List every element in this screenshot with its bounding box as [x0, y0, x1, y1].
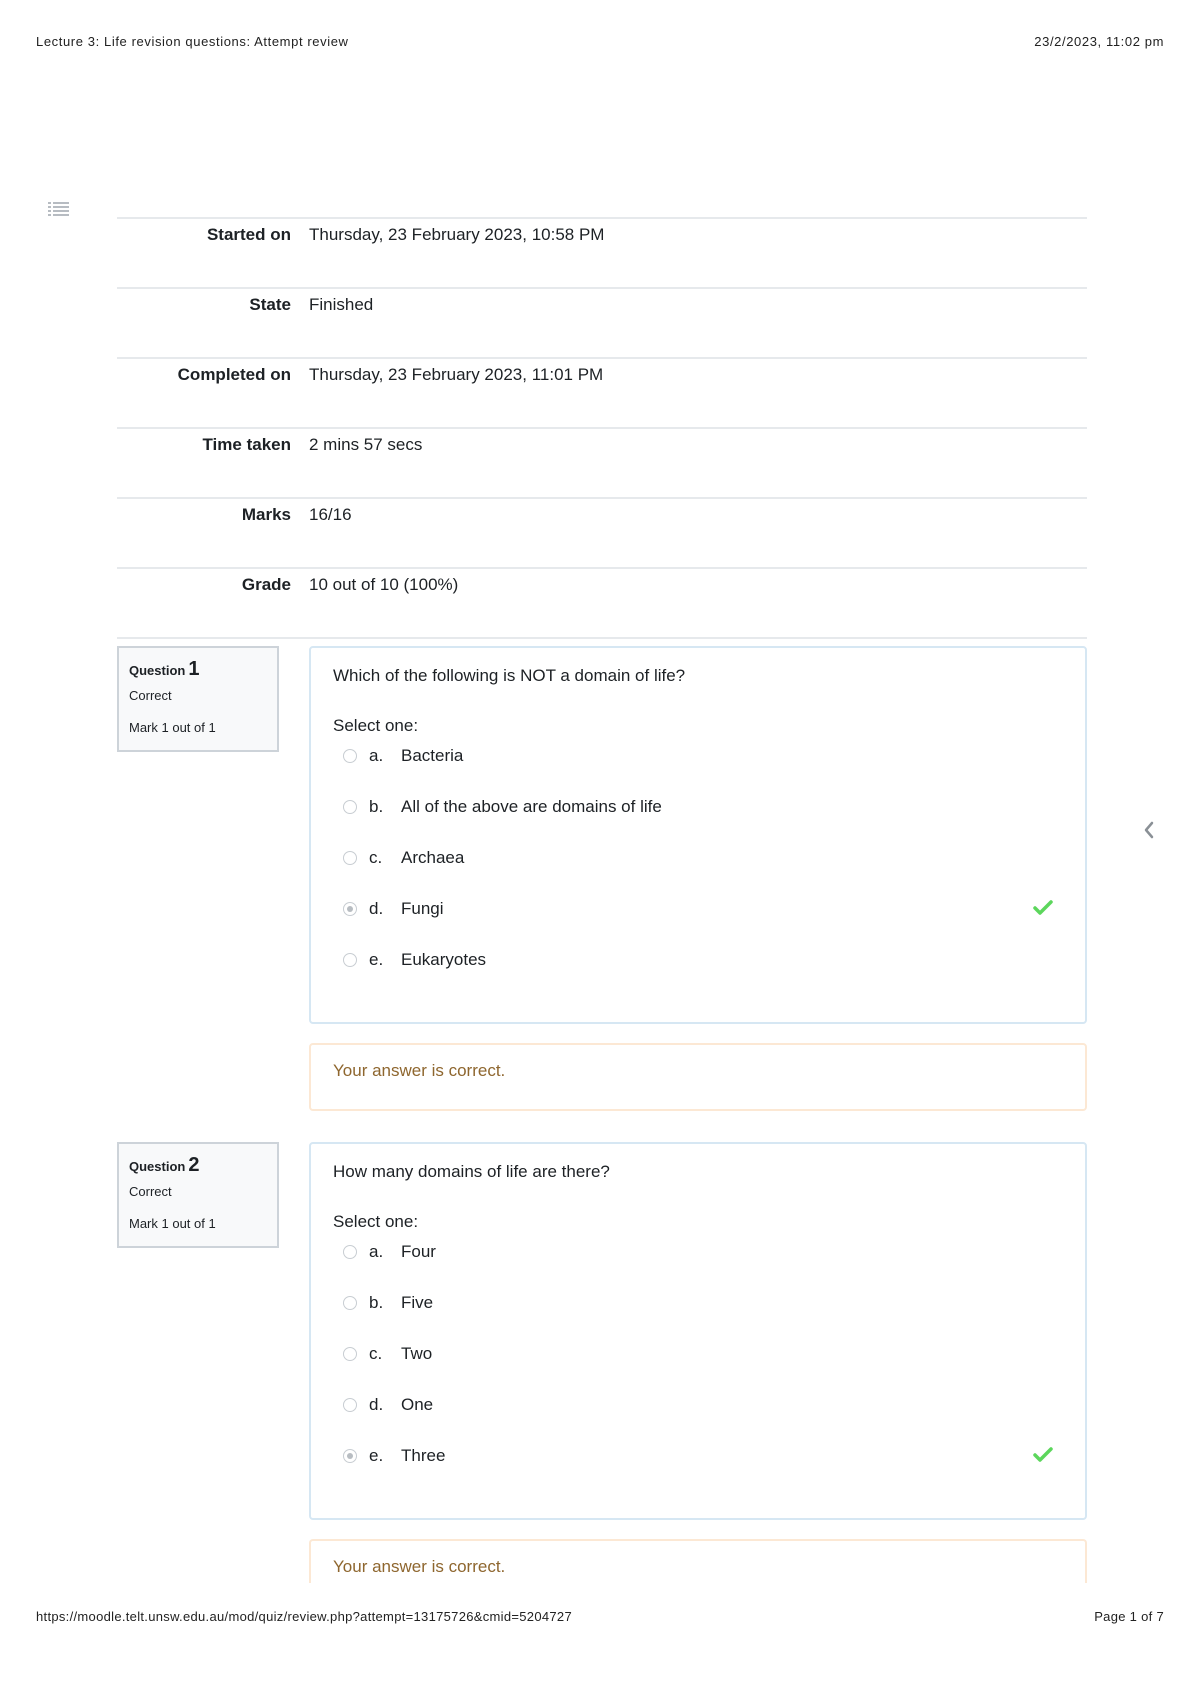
answer-option-c[interactable] [333, 1344, 1063, 1395]
summary-label: Grade [241, 575, 291, 594]
answer-letter: e. [369, 950, 384, 969]
answer-text: Five [401, 1293, 434, 1312]
summary-label: Time taken [202, 435, 291, 454]
list-icon[interactable] [48, 200, 70, 218]
print-footer-page: Page 1 of 7 [1094, 1609, 1164, 1624]
question-number [129, 1154, 267, 1177]
question-feedback: Your answer is correct. [309, 1043, 1087, 1111]
question-grade: Mark 1 out of 1 [129, 720, 216, 735]
answer-letter: c. [369, 848, 383, 867]
question-state: Correct [129, 688, 172, 703]
question-prompt: Select one: [333, 1212, 419, 1231]
summary-row-time-taken [117, 427, 1087, 497]
summary-value: 10 out of 10 (100%) [309, 575, 459, 594]
summary-value: Thursday, 23 February 2023, 11:01 PM [309, 365, 604, 384]
print-header [36, 34, 1164, 49]
question-number-value: 1 [188, 658, 200, 680]
print-footer-url: https://moodle.telt.unsw.edu.au/mod/quiz/review.php?attempt=13175726&cmid=5204727 [36, 1609, 572, 1624]
answer-letter: b. [369, 1293, 384, 1312]
question-info [117, 1142, 279, 1248]
answer-text: Fungi [401, 899, 444, 918]
radio-button[interactable] [343, 1347, 357, 1361]
answer-letter: e. [369, 1446, 384, 1465]
radio-button-selected[interactable] [343, 1449, 357, 1463]
chevron-left-icon[interactable] [1140, 818, 1158, 842]
answer-text: Four [401, 1242, 436, 1261]
question-grade: Mark 1 out of 1 [129, 1216, 216, 1231]
question-text: How many domains of life are there? [333, 1162, 610, 1181]
radio-button[interactable] [343, 851, 357, 865]
question-feedback: Your answer is correct. [309, 1539, 1087, 1583]
answer-list [333, 746, 1063, 1001]
answer-letter: d. [369, 899, 384, 918]
summary-value: 2 mins 57 secs [309, 435, 423, 454]
question-info [117, 646, 279, 752]
summary-label: Started on [206, 225, 291, 244]
answer-option-c[interactable] [333, 848, 1063, 899]
print-header-title: Lecture 3: Life revision questions: Attempt review [36, 34, 349, 49]
answer-option-a[interactable] [333, 746, 1063, 797]
print-header-datetime: 23/2/2023, 11:02 pm [1034, 34, 1164, 49]
radio-button[interactable] [343, 1398, 357, 1412]
summary-row-started [117, 217, 1087, 287]
check-icon [1033, 899, 1053, 917]
answer-option-d[interactable] [333, 899, 1063, 950]
answer-letter: b. [369, 797, 384, 816]
question-label: Question [129, 1159, 186, 1174]
answer-option-e[interactable] [333, 1446, 1063, 1497]
question-label: Question [129, 663, 186, 678]
answer-text: Eukaryotes [401, 950, 487, 969]
check-icon [1033, 1446, 1053, 1464]
answer-text: All of the above are domains of life [401, 797, 662, 816]
radio-button-selected[interactable] [343, 902, 357, 916]
answer-letter: a. [369, 746, 384, 765]
summary-value: Finished [309, 295, 374, 314]
answer-option-d[interactable] [333, 1395, 1063, 1446]
radio-button[interactable] [343, 800, 357, 814]
summary-row-completed [117, 357, 1087, 427]
question-text: Which of the following is NOT a domain of life? [333, 666, 686, 685]
answer-letter: d. [369, 1395, 384, 1414]
summary-row-grade [117, 567, 1087, 639]
question-state: Correct [129, 1184, 172, 1199]
answer-text: Two [401, 1344, 433, 1363]
answer-text: Three [401, 1446, 446, 1465]
answer-letter: c. [369, 1344, 383, 1363]
summary-label: State [249, 295, 291, 314]
answer-option-b[interactable] [333, 797, 1063, 848]
radio-button[interactable] [343, 749, 357, 763]
answer-text: One [401, 1395, 434, 1414]
answer-letter: a. [369, 1242, 384, 1261]
answer-text: Archaea [401, 848, 465, 867]
summary-value: Thursday, 23 February 2023, 10:58 PM [309, 225, 605, 244]
print-footer [36, 1609, 1164, 1624]
question-number-value: 2 [188, 1154, 200, 1176]
attempt-summary-table [117, 217, 1087, 639]
radio-button[interactable] [343, 1245, 357, 1259]
answer-list [333, 1242, 1063, 1497]
radio-button[interactable] [343, 953, 357, 967]
summary-row-state [117, 287, 1087, 357]
summary-value: 16/16 [309, 505, 352, 524]
answer-option-b[interactable] [333, 1293, 1063, 1344]
question-prompt: Select one: [333, 716, 419, 735]
summary-label: Completed on [177, 365, 291, 384]
summary-row-marks [117, 497, 1087, 567]
question-number [129, 658, 267, 681]
radio-button[interactable] [343, 1296, 357, 1310]
summary-label: Marks [241, 505, 291, 524]
answer-text: Bacteria [401, 746, 464, 765]
question-formulation [309, 1142, 1087, 1520]
question-formulation [309, 646, 1087, 1024]
answer-option-e[interactable] [333, 950, 1063, 1001]
answer-option-a[interactable] [333, 1242, 1063, 1293]
